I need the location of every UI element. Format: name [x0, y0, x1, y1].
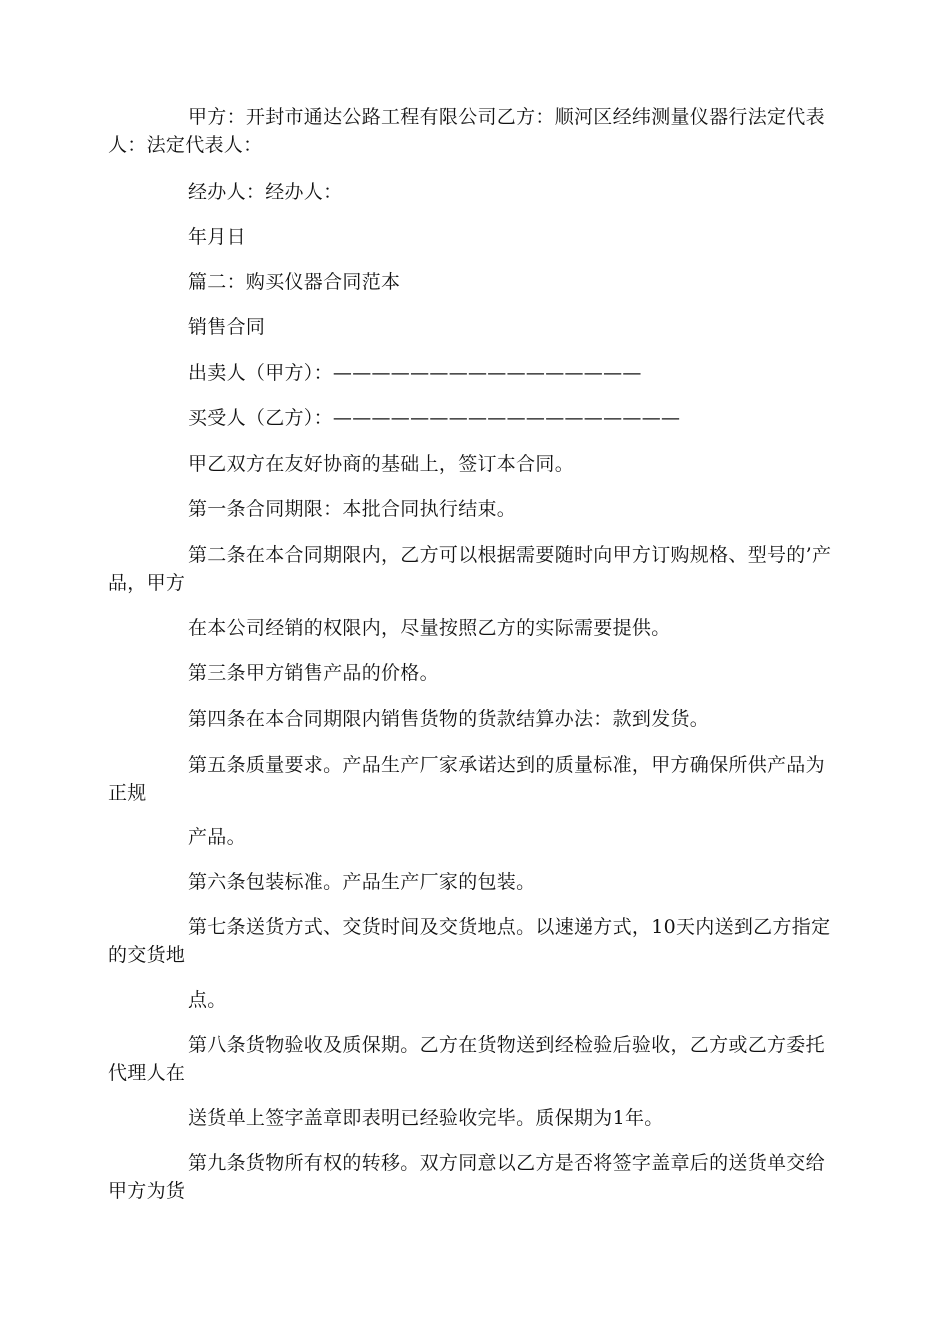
article-4: 第四条在本合同期限内销售货物的货款结算办法：款到发货。: [188, 708, 710, 730]
article-6: 第六条包装标准。产品生产厂家的包装。: [188, 871, 536, 893]
handler-line: 经办人：经办人：: [188, 181, 343, 203]
article-7: 第七条送货方式、交货时间及交货地点。以速递方式，10天内送到乙方指定的交货地: [108, 916, 831, 966]
article-5-continued: 产品。: [188, 826, 246, 848]
article-2: 第二条在本合同期限内，乙方可以根据需要随时向甲方订购规格、型号的’产品，甲方: [108, 544, 832, 594]
article-1: 第一条合同期限：本批合同执行结束。: [188, 498, 517, 520]
party-signature-line: 甲方：开封市通达公路工程有限公司乙方：顺河区经纬测量仪器行法定代表人：法定代表人：: [108, 106, 825, 156]
article-8: 第八条货物验收及质保期。乙方在货物送到经检验后验收，乙方或乙方委托代理人在: [108, 1034, 825, 1084]
article-5: 第五条质量要求。产品生产厂家承诺达到的质量标准，甲方确保所供产品为正规: [108, 754, 825, 804]
article-2-continued: 在本公司经销的权限内，尽量按照乙方的实际需要提供。: [188, 617, 671, 639]
seller-line: 出卖人（甲方）：————————————————: [188, 362, 642, 384]
contract-title: 销售合同: [188, 316, 266, 338]
article-8-continued: 送货单上签字盖章即表明已经验收完毕。质保期为1年。: [188, 1107, 664, 1129]
article-9: 第九条货物所有权的转移。双方同意以乙方是否将签字盖章后的送货单交给甲方为货: [108, 1152, 825, 1202]
article-3: 第三条甲方销售产品的价格。: [188, 662, 439, 684]
date-line: 年月日: [188, 226, 246, 248]
buyer-line: 买受人（乙方）：——————————————————: [188, 407, 681, 429]
article-7-continued: 点。: [188, 989, 227, 1011]
preamble: 甲乙双方在友好协商的基础上，签订本合同。: [188, 453, 575, 475]
section-heading: 篇二：购买仪器合同范本: [188, 271, 401, 293]
